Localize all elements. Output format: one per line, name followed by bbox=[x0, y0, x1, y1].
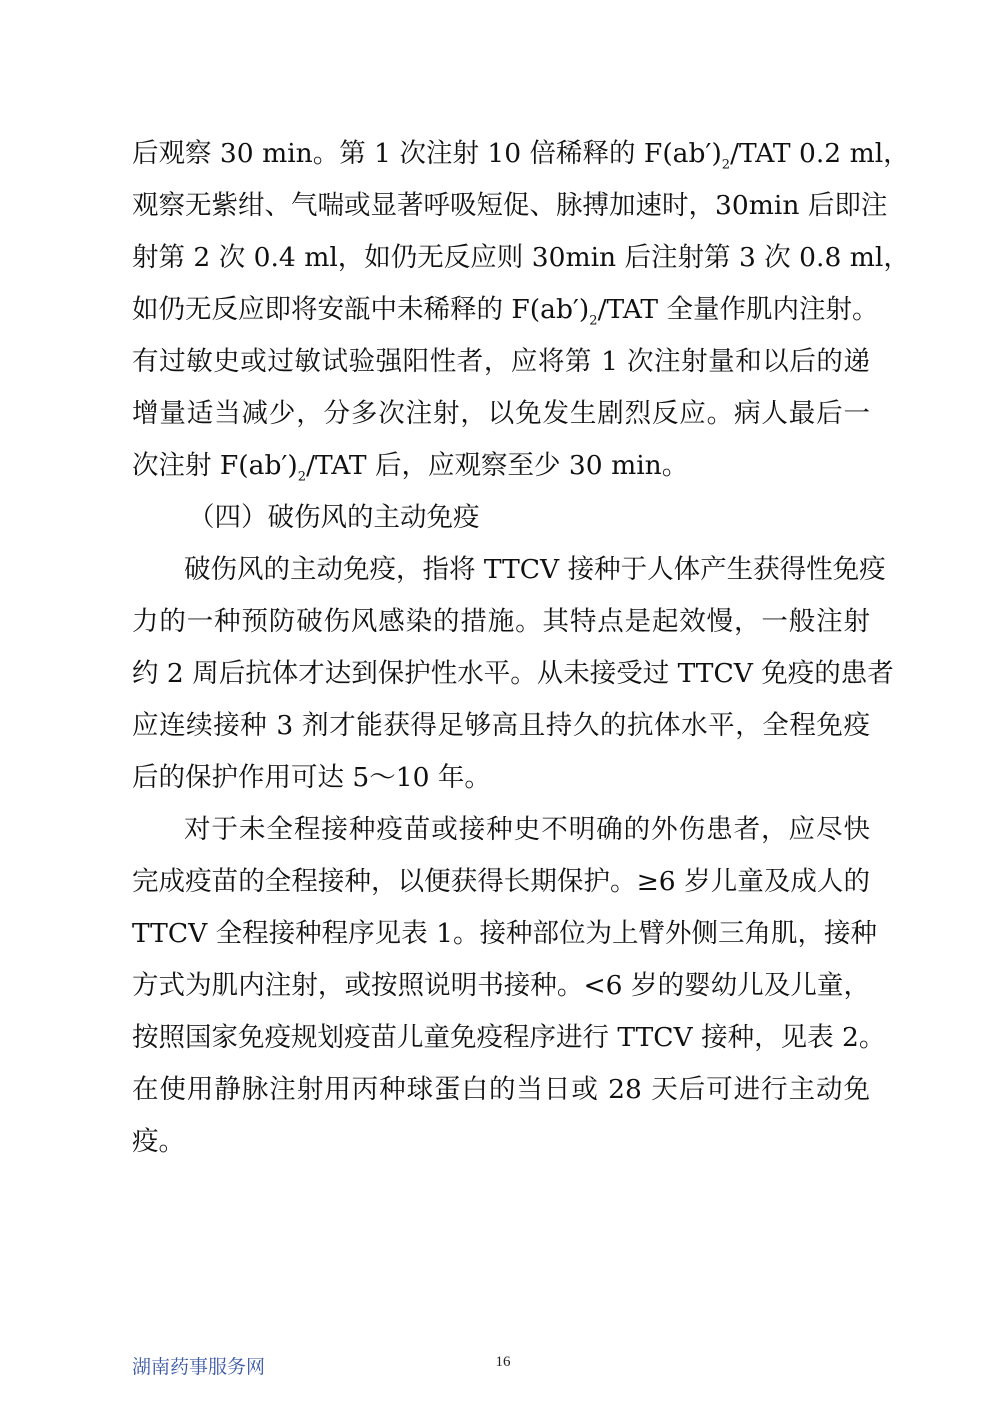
body-text-line bbox=[132, 440, 870, 492]
body-text-line: TTCV 全程接种程序见表 1。接种部位为上臂外侧三角肌，接种 bbox=[132, 918, 877, 949]
body-text-line: 观察无紫绀、气喘或显著呼吸短促、脉搏加速时，30min 后即注 bbox=[132, 190, 888, 221]
body-text-line: 按照国家免疫规划疫苗儿童免疫程序进行 TTCV 接种，见表 2。 bbox=[132, 1022, 886, 1053]
text-segment: 后观察 30 min。第 1 次注射 10 倍稀释的 F(ab′) bbox=[132, 138, 722, 169]
body-text-line: 后的保护作用可达 5～10 年。 bbox=[132, 762, 491, 793]
subscript: 2 bbox=[297, 469, 307, 485]
subscript: 2 bbox=[589, 313, 598, 329]
footer-site-name[interactable]: 湖南药事服务网 bbox=[132, 1356, 266, 1378]
body-text-line: 完成疫苗的全程接种，以便获得长期保护。≥6 岁儿童及成人的 bbox=[132, 866, 870, 897]
body-text-line: 力的一种预防破伤风感染的措施。其特点是起效慢，一般注射 bbox=[132, 606, 870, 637]
body-text-line: 疫。 bbox=[132, 1126, 185, 1157]
text-segment: /TAT 0.2 ml， bbox=[730, 138, 910, 169]
body-text-line: 对于未全程接种疫苗或接种史不明确的外伤患者，应尽快 bbox=[184, 814, 870, 845]
body-text-line: 应连续接种 3 剂才能获得足够高且持久的抗体水平，全程免疫 bbox=[132, 710, 870, 741]
section-heading: （四）破伤风的主动免疫 bbox=[188, 502, 480, 533]
page-number: 16 bbox=[495, 1354, 511, 1370]
body-text-line: 在使用静脉注射用丙种球蛋白的当日或 28 天后可进行主动免 bbox=[132, 1074, 870, 1105]
text-segment: 如仍无反应即将安瓿中未稀释的 F(ab′) bbox=[132, 294, 590, 325]
body-text-line bbox=[132, 128, 910, 180]
body-text-line: 增量适当减少，分多次注射，以免发生剧烈反应。病人最后一 bbox=[132, 398, 870, 429]
subscript: 2 bbox=[721, 157, 731, 173]
text-segment: /TAT 全量作肌内注射。 bbox=[597, 294, 879, 325]
body-text-line: 方式为肌内注射，或按照说明书接种。<6 岁的婴幼儿及儿童， bbox=[132, 970, 870, 1001]
body-text-line: 约 2 周后抗体才达到保护性水平。从未接受过 TTCV 免疫的患者 bbox=[132, 658, 894, 689]
body-text-line: 有过敏史或过敏试验强阳性者，应将第 1 次注射量和以后的递 bbox=[132, 346, 870, 377]
text-segment: /TAT 后，应观察至少 30 min。 bbox=[306, 450, 689, 481]
body-text-line: 破伤风的主动免疫，指将 TTCV 接种于人体产生获得性免疫 bbox=[184, 554, 886, 585]
body-text-line bbox=[132, 284, 879, 336]
body-text-line: 射第 2 次 0.4 ml，如仍无反应则 30min 后注射第 3 次 0.8 ml， bbox=[132, 242, 910, 273]
text-segment: 次注射 F(ab′) bbox=[132, 450, 298, 481]
